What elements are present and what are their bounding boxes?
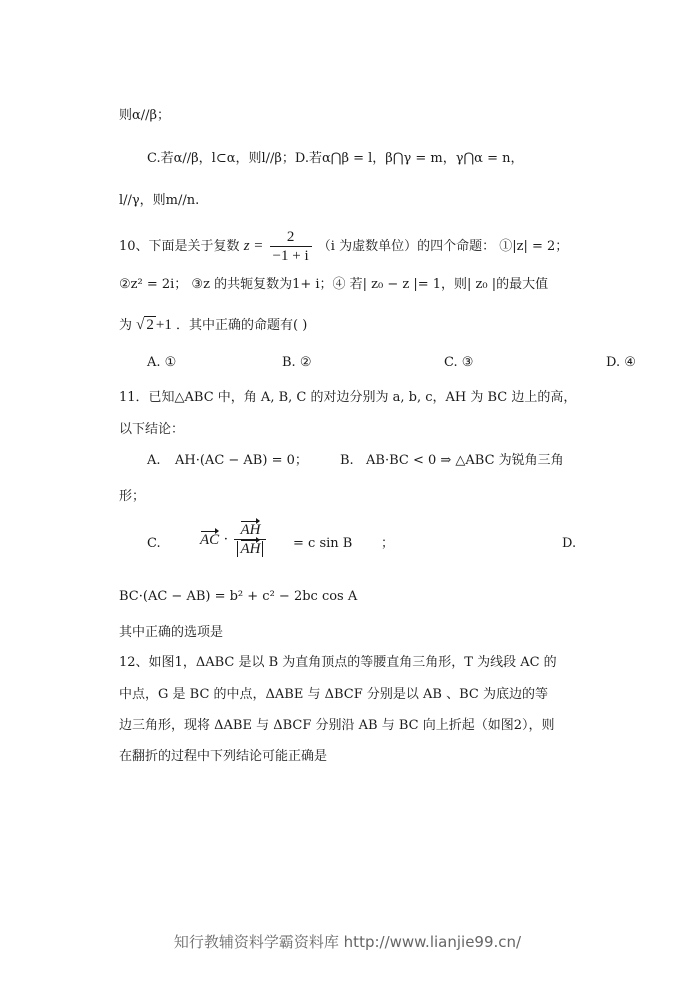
question-12-line-4: 在翻折的过程中下列结论可能正确是 (119, 749, 328, 764)
text-line-l-parallel-gamma: l//γ，则m//n. (119, 193, 200, 208)
vector-ac: AC (200, 531, 220, 548)
fraction-denominator: −1 + i (272, 248, 309, 264)
question-11-option-c-semicolon: ； (381, 536, 395, 551)
footer-watermark: 知行教辅资料学霸资料库 http://www.lianjie99.cn/ (173, 933, 522, 951)
question-10-wei: 为 (119, 318, 133, 333)
question-11-option-a-expr: AH·(AC − AB) = 0； (175, 453, 308, 468)
question-11-option-b-expr: AB·BC < 0 ⇒ △ABC 为锐角三角 (366, 453, 564, 468)
question-10-line-2: ②z² = 2i； ③z 的共轭复数为1+ i；④ 若| z₀ − z |= 1，则| z₀ |的最大值 (119, 277, 549, 292)
question-10-option-d: D. ④ (606, 355, 636, 370)
question-12-line-2: 中点，G 是 BC 的中点，ΔABE 与 ΔBCF 分别是以 AB 、BC 为底边的等 (119, 687, 548, 702)
question-11-option-d-expr: BC·(AC − AB) = b² + c² − 2bc cos A (119, 589, 358, 604)
question-11-option-b-cont: 形； (119, 489, 146, 504)
question-11-option-c-label: C. (147, 536, 161, 551)
question-10-option-c: C. ③ (444, 355, 474, 370)
fraction-numerator: 2 (270, 228, 312, 247)
unit-vector-fraction (234, 521, 266, 558)
question-11-option-c-fraction: AC · $\frac{AH}{AH}$ (200, 521, 268, 558)
question-11-line-2: 以下结论： (119, 422, 185, 437)
question-11-option-c-expr: = c sin B (293, 536, 353, 551)
question-12-line-3: 边三角形，现将 ΔABE 与 ΔBCF 分别沿 AB 与 BC 向上折起（如图2），则 (119, 718, 555, 733)
question-12-line-1: 12、如图1，ΔABC 是以 B 为直角顶点的等腰直角三角形，T 为线段 AC 的 (119, 655, 557, 670)
fraction (270, 228, 312, 265)
vector-ah-abs: AH (240, 541, 261, 557)
question-11-option-d-label: D. (562, 536, 577, 551)
question-10-option-b: B. ② (282, 355, 312, 370)
sqrt-argument: 2 (146, 317, 154, 333)
question-10-option-a: A. ① (147, 355, 177, 370)
question-11-tail: 其中正确的选项是 (119, 625, 224, 640)
question-10-prompt: ．其中正确的命题有( ) (176, 318, 308, 333)
text-line-alpha-parallel-beta: 则α//β； (119, 108, 171, 123)
question-10-intro: 10、下面是关于复数 (119, 239, 240, 254)
question-11-option-a-label: A. (147, 453, 161, 468)
question-10-intro-tail: （i 为虚数单位）的四个命题： (317, 239, 496, 254)
statement-1: ①|z| = 2； (499, 239, 569, 254)
question-10-line-3: 为 √ 2 +1 ．其中正确的命题有( ) (119, 317, 308, 333)
question-11-option-b-label: B. (340, 453, 354, 468)
question-11-line-1: 11．已知△ABC 中，角 A, B, C 的对边分别为 a, b, c，AH 为 BC 边上的高， (119, 390, 577, 405)
text-line-option-c-d: C.若α//β，l⊂α，则l//β；D.若α⋂β = l，β⋂γ = m，γ⋂α = n， (147, 151, 524, 166)
sqrt-tail: +1 (155, 317, 172, 333)
question-10-line-1 (119, 228, 568, 265)
vector-ah: AH (240, 522, 261, 538)
z-equals: z = (243, 238, 264, 254)
